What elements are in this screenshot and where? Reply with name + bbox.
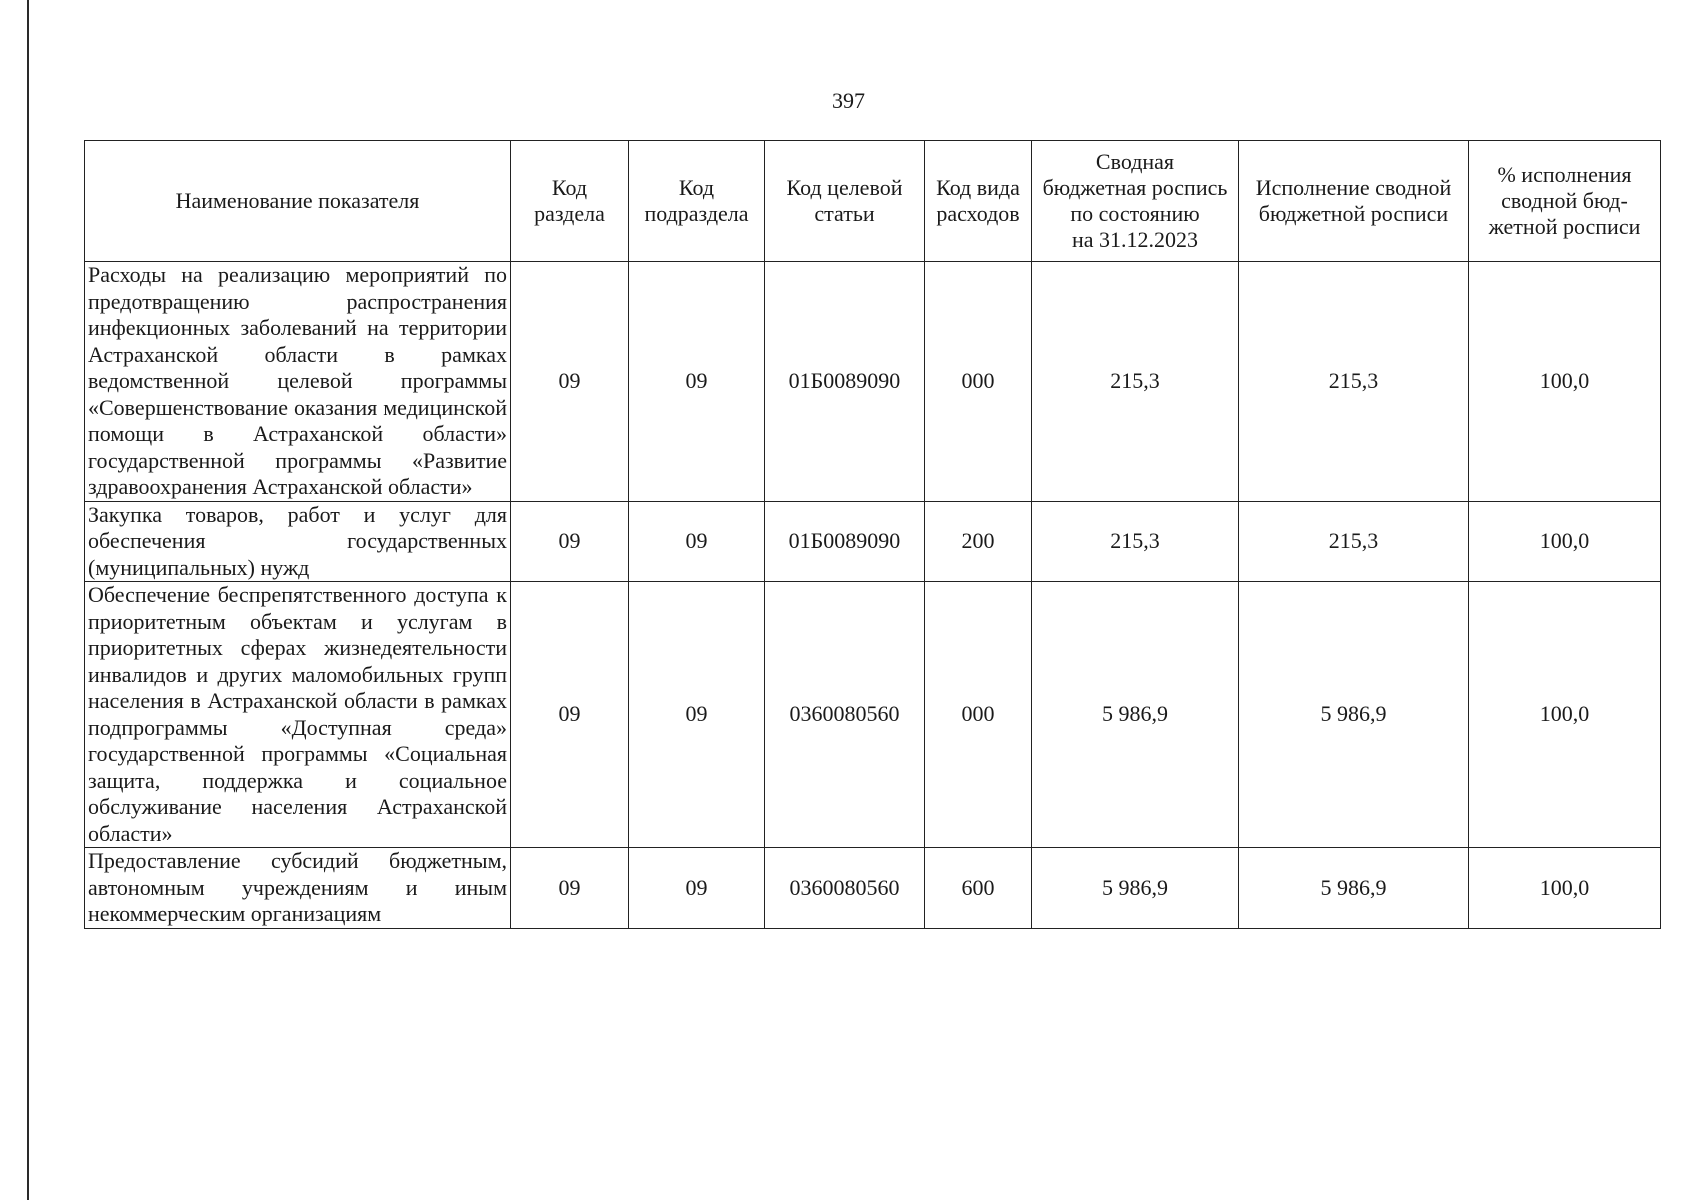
header-line: расходов [936,201,1020,226]
summary-budget-value: 215,3 [1032,262,1239,502]
execution-value: 5 986,9 [1239,582,1469,848]
header-line: Код [678,175,715,200]
subsection-code: 09 [629,501,765,582]
summary-budget-value: 215,3 [1032,501,1239,582]
expense-type-code: 000 [925,582,1032,848]
execution-value: 5 986,9 [1239,848,1469,929]
section-code: 09 [511,848,629,929]
header-summary-budget [1032,141,1239,262]
header-target-article-code [765,141,925,262]
expense-type-code: 200 [925,501,1032,582]
execution-percent-value: 100,0 [1469,501,1661,582]
target-article-code: 01Б0089090 [765,262,925,502]
table-row [85,501,1661,582]
header-expense-type-code [925,141,1032,262]
indicator-name: Расходы на реализацию мероприятий по предотвращению распространения инфекционных заболеваний на территории Астраханской области в рамках ведомственной целевой программы «Совершенствование оказания медицинской помощи в Астраханской области» государственной программы «Развитие здравоохранения Астраханской области» [85,262,511,502]
summary-budget-value: 5 986,9 [1032,848,1239,929]
header-line: Код вида [936,175,1020,200]
header-line: подраздела [644,201,749,226]
execution-value: 215,3 [1239,262,1469,502]
subsection-code: 09 [629,262,765,502]
indicator-name: Закупка товаров, работ и услуг для обеспечения государственных (муниципальных) нужд [85,501,511,582]
expense-type-code: 000 [925,262,1032,502]
table-row [85,848,1661,929]
execution-percent-value: 100,0 [1469,582,1661,848]
header-line: по состоянию [1070,201,1200,226]
header-line: бюджетная роспись [1042,175,1228,200]
header-line: Код [551,175,588,200]
header-line: жетной росписи [1488,214,1641,239]
execution-percent-value: 100,0 [1469,848,1661,929]
header-section-code [511,141,629,262]
header-line: сводной бюд- [1501,188,1628,213]
execution-value: 215,3 [1239,501,1469,582]
target-article-code: 01Б0089090 [765,501,925,582]
budget-execution-table [84,140,1661,929]
execution-percent-value: 100,0 [1469,262,1661,502]
summary-budget-value: 5 986,9 [1032,582,1239,848]
header-execution [1239,141,1469,262]
header-execution-percent [1469,141,1661,262]
table-header-row [85,141,1661,262]
indicator-name: Обеспечение беспрепятственного доступа к приоритетным объектам и услугам в приоритетных сферах жизнедеятельности инвалидов и других маломобильных групп населения в Астраханской области в рамках подпрограммы «Доступная среда» государственной программы «Социальная защита, поддержка и социальное обслуживание населения Астраханской области» [85,582,511,848]
table-row [85,582,1661,848]
header-line: Код целевой [786,175,903,200]
header-line: на 31.12.2023 [1071,227,1199,252]
expense-type-code: 600 [925,848,1032,929]
header-indicator-name: Наименование показателя [85,141,511,262]
header-line: раздела [534,201,605,226]
section-code: 09 [511,501,629,582]
subsection-code: 09 [629,582,765,848]
indicator-name: Предоставление субсидий бюджетным, автономным учреждениям и иным некоммерческим организациям [85,848,511,929]
header-subsection-code [629,141,765,262]
header-line: статьи [814,201,875,226]
target-article-code: 0360080560 [765,582,925,848]
table-row [85,262,1661,502]
subsection-code: 09 [629,848,765,929]
header-line: бюджетной росписи [1258,201,1449,226]
header-line: Сводная [1095,149,1175,174]
target-article-code: 0360080560 [765,848,925,929]
header-line: Исполнение сводной [1255,175,1452,200]
page-number: 397 [832,88,865,113]
section-code: 09 [511,262,629,502]
header-line: % исполнения [1497,162,1632,187]
binding-margin-line [27,0,29,1200]
section-code: 09 [511,582,629,848]
